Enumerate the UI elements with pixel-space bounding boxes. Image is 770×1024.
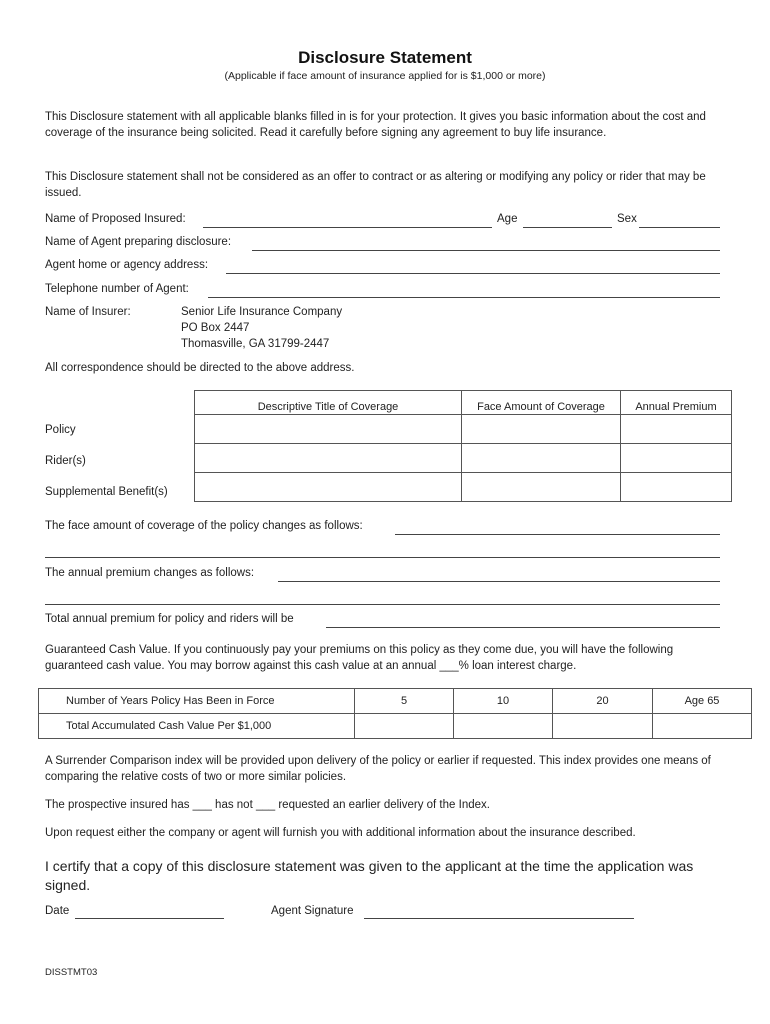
row-label-policy: Policy — [45, 424, 76, 436]
annual-premium-changes-field[interactable] — [278, 581, 720, 582]
proposed-insured-label: Name of Proposed Insured: — [45, 213, 186, 225]
total-premium-label: Total annual premium for policy and riders will be — [45, 613, 294, 625]
col-10-years: 10 — [454, 689, 553, 714]
face-amount-changes-label: The face amount of coverage of the policy changes as follows: — [45, 520, 363, 532]
insurer-po-box: PO Box 2447 — [181, 322, 250, 334]
intro-paragraph-1: This Disclosure statement with all applicable blanks filled in is for your protection. It gives you basic information about the cost and coverage of the insurance being solicited. Read it carefully before signing any agreement to buy life insurance. — [45, 111, 706, 139]
col-20-years: 20 — [553, 689, 653, 714]
face-amount-changes-field-2[interactable] — [45, 557, 720, 558]
agent-phone-field[interactable] — [208, 297, 720, 298]
form-code: DISSTMT03 — [45, 967, 98, 978]
col-age-65: Age 65 — [653, 689, 752, 714]
header-descriptive-title: Descriptive Title of Coverage — [195, 391, 462, 415]
agent-address-field[interactable] — [226, 273, 720, 274]
supplemental-premium-cell[interactable] — [621, 473, 732, 502]
policy-title-cell[interactable] — [195, 415, 462, 444]
policy-face-amount-cell[interactable] — [462, 415, 621, 444]
insurer-label: Name of Insurer: — [45, 306, 131, 318]
header-face-amount: Face Amount of Coverage — [462, 391, 621, 415]
header-annual-premium: Annual Premium — [621, 391, 732, 415]
additional-info-paragraph: Upon request either the company or agent will furnish you with additional information about the insurance described. — [45, 827, 636, 839]
sex-field[interactable] — [639, 227, 720, 228]
rider-premium-cell[interactable] — [621, 444, 732, 473]
cash-value-5-cell[interactable] — [355, 714, 454, 739]
row-label-riders: Rider(s) — [45, 455, 86, 467]
years-in-force-label: Number of Years Policy Has Been in Force — [39, 689, 355, 714]
cash-value-table — [38, 688, 752, 739]
index-delivery-paragraph: The prospective insured has ___ has not ___ requested an earlier delivery of the Index. — [45, 799, 490, 811]
face-amount-changes-field[interactable] — [395, 534, 720, 535]
sex-label: Sex — [617, 213, 637, 225]
page-title: Disclosure Statement — [298, 48, 472, 67]
agent-address-label: Agent home or agency address: — [45, 259, 209, 271]
intro-paragraph-2: This Disclosure statement shall not be considered as an offer to contract or as altering or modifying any policy or rider that may be issued. — [45, 171, 706, 199]
insurer-city: Thomasville, GA 31799-2447 — [181, 338, 330, 350]
agent-signature-label: Agent Signature — [271, 905, 354, 917]
age-field[interactable] — [523, 227, 612, 228]
supplemental-face-amount-cell[interactable] — [462, 473, 621, 502]
insurer-name: Senior Life Insurance Company — [181, 306, 343, 318]
total-premium-field[interactable] — [326, 627, 720, 628]
date-label: Date — [45, 905, 70, 917]
date-field[interactable] — [75, 918, 224, 919]
row-label-supplemental: Supplemental Benefit(s) — [45, 486, 168, 498]
cash-value-10-cell[interactable] — [454, 714, 553, 739]
surrender-index-paragraph: A Surrender Comparison index will be provided upon delivery of the policy or earlier if requested. This index provides one means of comparing the relative costs of two or more similar policies. — [45, 755, 711, 783]
age-label: Age — [497, 213, 518, 225]
agent-name-label: Name of Agent preparing disclosure: — [45, 236, 232, 248]
cash-value-paragraph: Guaranteed Cash Value. If you continuously pay your premiums on this policy as they come due, you will have the following guaranteed cash value. You may borrow against this cash value at an annual ___% loan interest charge. — [45, 644, 674, 672]
agent-signature-field[interactable] — [364, 918, 634, 919]
agent-name-field[interactable] — [252, 250, 720, 251]
annual-premium-changes-label: The annual premium changes as follows: — [45, 567, 255, 579]
correspondence-note: All correspondence should be directed to the above address. — [45, 362, 355, 374]
col-5-years: 5 — [355, 689, 454, 714]
cash-value-20-cell[interactable] — [553, 714, 653, 739]
certification-statement: I certify that a copy of this disclosure statement was given to the applicant at the time the application was signed. — [45, 858, 694, 893]
rider-title-cell[interactable] — [195, 444, 462, 473]
accumulated-value-label: Total Accumulated Cash Value Per $1,000 — [39, 714, 355, 739]
agent-phone-label: Telephone number of Agent: — [45, 283, 189, 295]
coverage-table — [194, 390, 732, 502]
rider-face-amount-cell[interactable] — [462, 444, 621, 473]
proposed-insured-field[interactable] — [203, 227, 492, 228]
cash-value-age65-cell[interactable] — [653, 714, 752, 739]
annual-premium-changes-field-2[interactable] — [45, 604, 720, 605]
page-subtitle: (Applicable if face amount of insurance applied for is $1,000 or more) — [224, 70, 546, 82]
policy-premium-cell[interactable] — [621, 415, 732, 444]
supplemental-title-cell[interactable] — [195, 473, 462, 502]
